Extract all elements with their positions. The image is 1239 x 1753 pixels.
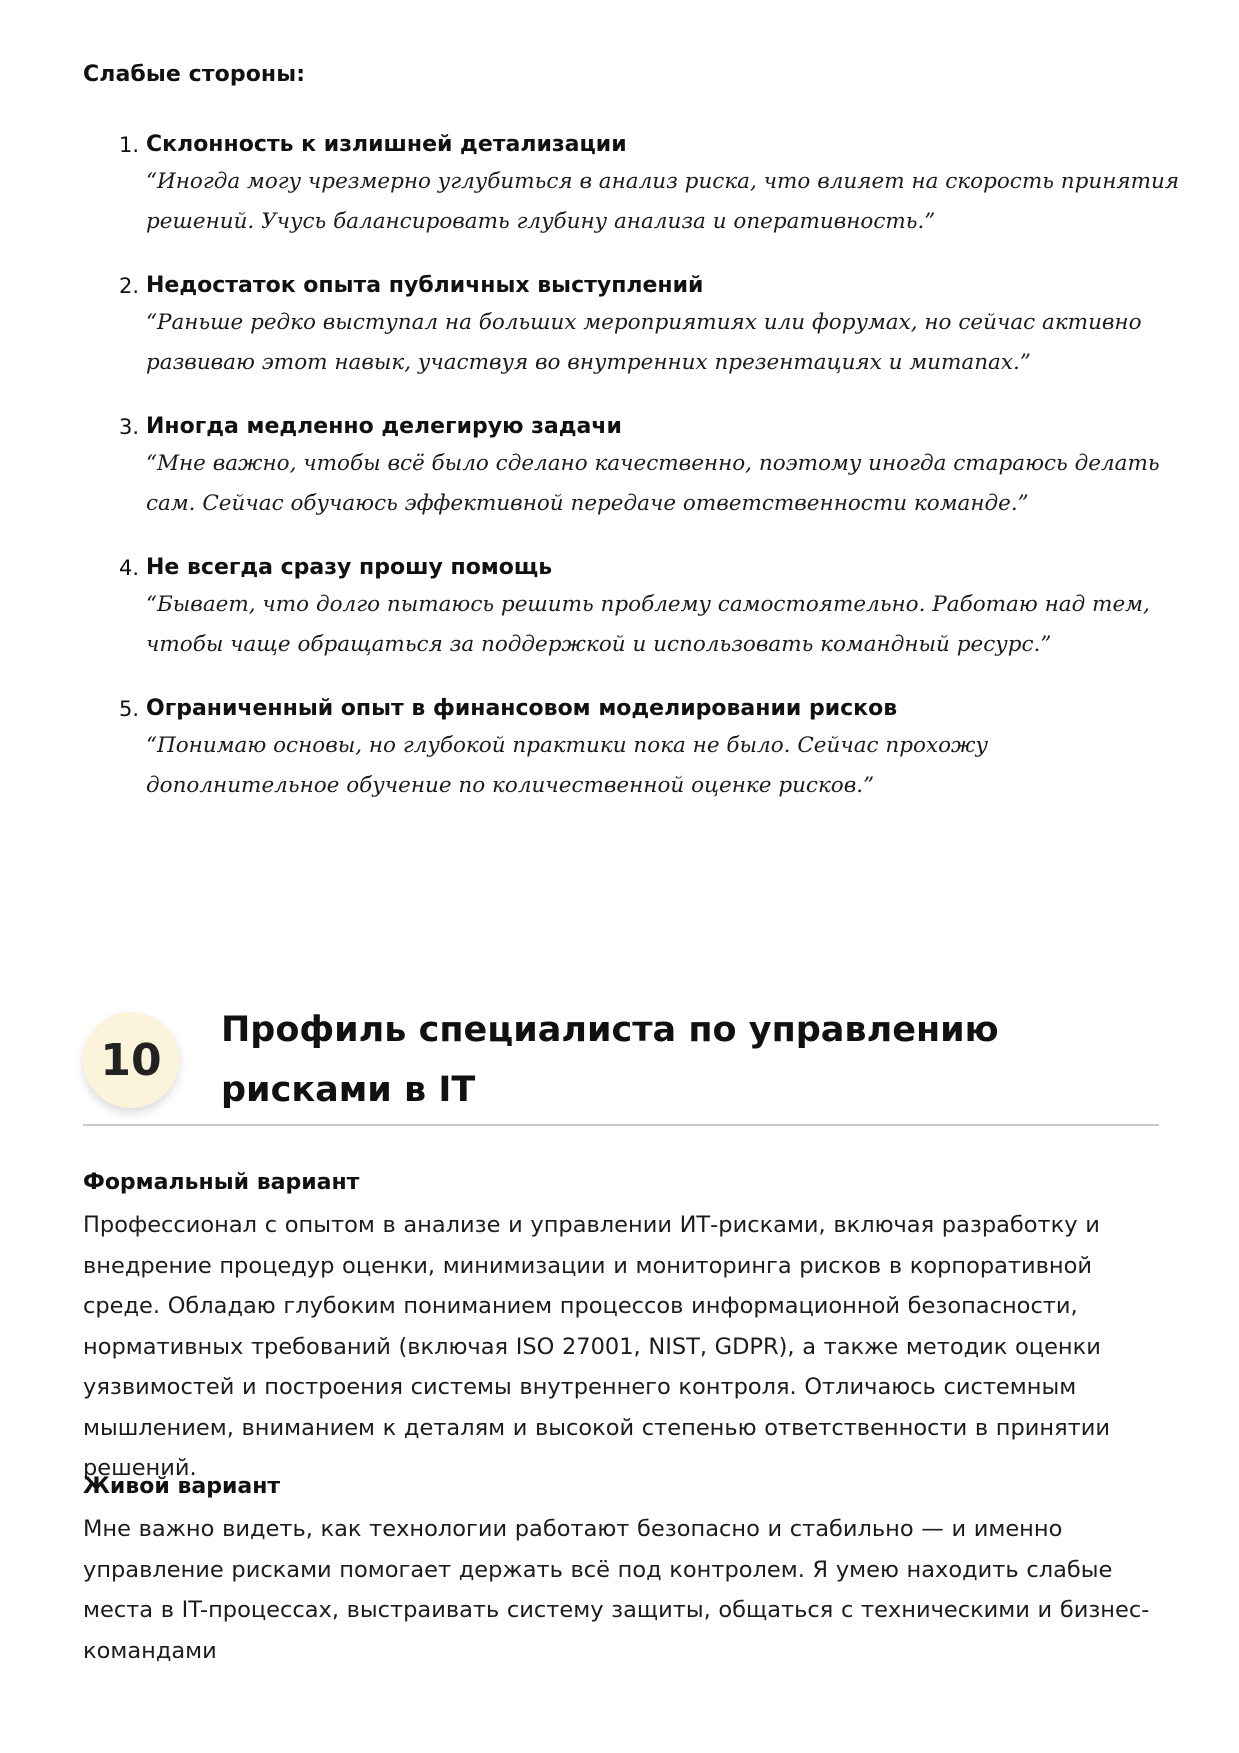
list-item-number: 4. — [119, 556, 140, 580]
list-item — [83, 692, 1173, 806]
list-item-title: Недостаток опыта публичных выступлений — [146, 273, 704, 298]
live-variant — [83, 1470, 1163, 1671]
list-item — [83, 128, 1180, 242]
formal-variant-text: Профессионал с опытом в анализе и управлении ИТ-рисками, включая разработку и внедрение процедур оценки, минимизации и мониторинга рисков в корпоративной среде. Обладаю глубоким пониманием процессов информационной безопасности, нормативных требований (включая ISO 27001, NIST, GDPR), а также методик оценки уязвимостей и построения системы внутреннего контроля. Отличаюсь системным мышлением, вниманием к деталям и высокой степенью ответственности в принятии решений. — [83, 1212, 1110, 1481]
list-item-number: 2. — [119, 274, 140, 298]
live-variant-heading: Живой вариант — [83, 1474, 281, 1499]
list-item-quote: “Раньше редко выступал на больших мероприятиях или форумах, но сейчас активно развиваю этот навык, участвуя во внутренних презентациях и митапах.” — [146, 310, 1142, 375]
list-item-title: Иногда медленно делегирую задачи — [146, 414, 622, 439]
list-item — [83, 269, 1173, 383]
list-item — [83, 551, 1173, 665]
list-item-quote: “Бывает, что долго пытаюсь решить проблему самостоятельно. Работаю над тем, чтобы чаще обращаться за поддержкой и использовать командный ресурс.” — [146, 592, 1150, 657]
formal-variant — [83, 1166, 1163, 1489]
list-item-quote: “Иногда могу чрезмерно углубиться в анализ риска, что влияет на скорость принятия решений. Учусь балансировать глубину анализа и оперативность.” — [146, 169, 1180, 234]
weaknesses-heading: Слабые стороны: — [83, 62, 306, 87]
section-number-badge: 10 — [83, 1012, 179, 1108]
list-item-title: Ограниченный опыт в финансовом моделировании рисков — [146, 696, 898, 721]
list-item-title: Склонность к излишней детализации — [146, 132, 627, 157]
list-item-title: Не всегда сразу прошу помощь — [146, 555, 553, 580]
list-item-quote: “Мне важно, чтобы всё было сделано качественно, поэтому иногда стараюсь делать сам. Сейчас обучаюсь эффективной передаче ответственности команде.” — [146, 451, 1160, 516]
list-item-number: 1. — [119, 133, 140, 157]
formal-variant-heading: Формальный вариант — [83, 1170, 360, 1195]
section-divider — [83, 1124, 1159, 1126]
live-variant-text: Мне важно видеть, как технологии работают безопасно и стабильно — и именно управление рисками помогает держать всё под контролем. Я умею находить слабые места в IT-процессах, выстраивать систему защиты, общаться с техническими и бизнес-командами — [83, 1516, 1150, 1664]
list-item — [83, 410, 1173, 524]
section-title: Профиль специалиста по управлению рисками в IT — [221, 1010, 999, 1110]
list-item-quote: “Понимаю основы, но глубокой практики пока не было. Сейчас прохожу дополнительное обучение по количественной оценке рисков.” — [146, 733, 988, 798]
list-item-number: 3. — [119, 415, 140, 439]
list-item-number: 5. — [119, 697, 140, 721]
weaknesses-list — [83, 128, 1180, 833]
